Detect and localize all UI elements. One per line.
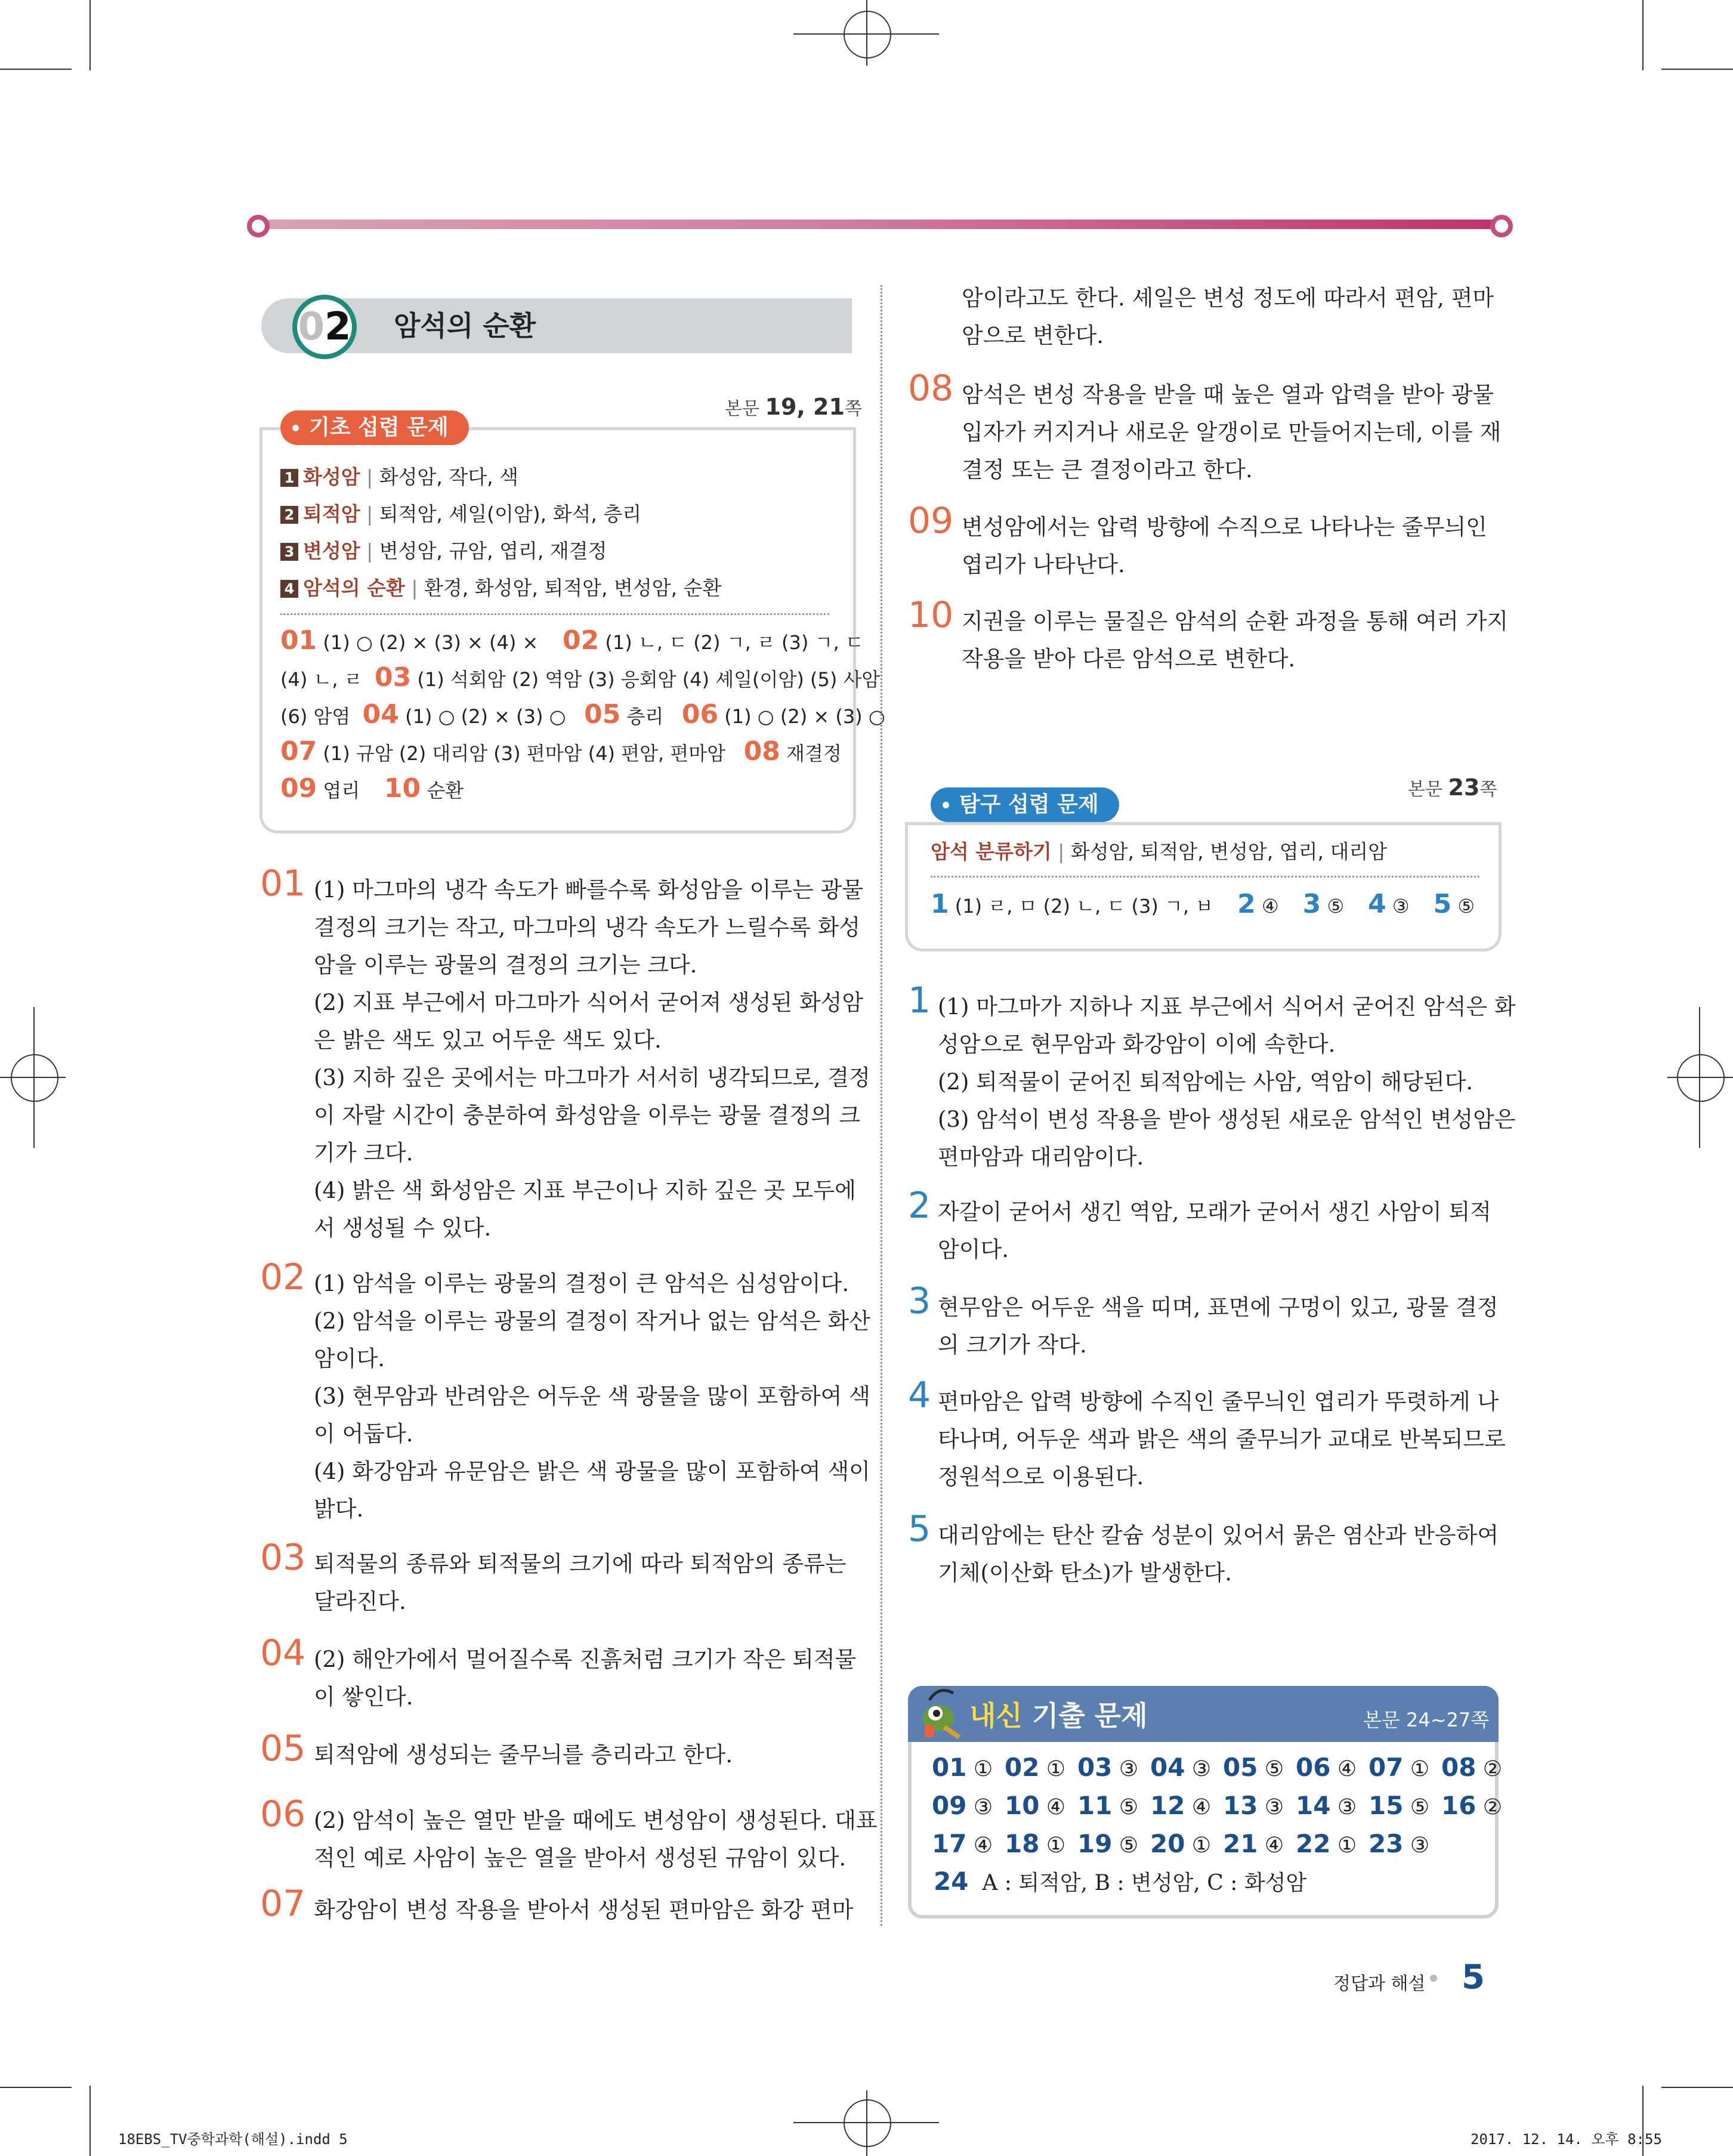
explanation-line: 암석은 변성 작용을 받을 때 높은 열과 압력을 받아 광물 (962, 382, 1494, 407)
explanation-line: 지권을 이루는 물질은 암석의 순환 과정을 통해 여러 가지 (962, 609, 1509, 634)
explanation-number: 10 (908, 594, 954, 636)
explanation-number: 09 (908, 500, 954, 542)
inquiry-answer: 4 ③ (1368, 889, 1410, 919)
explanation-line: 서 생성될 수 있다. (314, 1215, 492, 1241)
exam-answer: 05 ⑤ (1223, 1753, 1284, 1782)
exam-box-title: 내신 기출 문제 (969, 1700, 1148, 1732)
registration-mark (11, 1054, 58, 1102)
item-text: 변성암, 규암, 엽리, 재결정 (379, 539, 607, 563)
explanation-number: 3 (908, 1280, 931, 1322)
print-slug-date: 2017. 12. 14. 오후 8:55 (1471, 2131, 1662, 2148)
item-keyword: 화성암 (303, 465, 360, 489)
explanation-line: 암으로 변한다. (962, 323, 1104, 348)
explanation-line: 암이라고도 한다. 셰일은 변성 정도에 따라서 편암, 편마 (962, 285, 1494, 311)
crop-mark (89, 2086, 91, 2156)
exam-answer: 10 ④ (1005, 1791, 1066, 1820)
item-number-badge: 1 (280, 469, 298, 487)
exam-answer: 21 ④ (1223, 1829, 1284, 1858)
item-text: 환경, 화성암, 퇴적암, 변성암, 순환 (424, 576, 722, 600)
exam-answer: 11 ⑤ (1077, 1791, 1139, 1820)
exam-answer: 16 ② (1441, 1791, 1503, 1820)
registration-mark (866, 0, 867, 66)
basic-answer-line: (4) ㄴ, ㄹ 03 (1) 석회암 (2) 역암 (3) 응회암 (4) 셰일(이암) (5) 사암 (280, 662, 881, 693)
explanation-number: 07 (260, 1883, 306, 1925)
item-text: 퇴적암, 셰일(이암), 화석, 층리 (379, 502, 642, 526)
section-title: 암석의 순환 (394, 310, 536, 342)
registration-mark (844, 2099, 891, 2147)
explanation-line: 암이다. (938, 1237, 1009, 1262)
explanation-number: 01 (260, 863, 306, 904)
registration-mark (844, 11, 891, 58)
exam-answer: 01 ① (932, 1753, 993, 1782)
exam-answer: 09 ③ (932, 1791, 993, 1820)
explanation-line: 기체(이산화 탄소)가 발생한다. (938, 1560, 1232, 1586)
item-separator: | (366, 465, 373, 489)
item-number-badge: 2 (280, 506, 298, 524)
explanation-line: 달라진다. (314, 1589, 406, 1614)
inquiry-answer: 2 ④ (1237, 889, 1279, 919)
item-number-badge: 3 (280, 543, 298, 561)
explanation-line: (2) 암석이 높은 열만 받을 때에도 변성암이 생성된다. 대표 (314, 1808, 878, 1833)
explanation-line: (3) 암석이 변성 작용을 받아 생성된 새로운 암석인 변성암은 (938, 1107, 1516, 1132)
explanation-number: 02 (260, 1256, 306, 1298)
explanation-number: 1 (908, 980, 931, 1021)
item-keyword: 퇴적암 (303, 502, 360, 526)
inquiry-answer: 1 (1) ㄹ, ㅁ (2) ㄴ, ㄷ (3) ㄱ, ㅂ (931, 889, 1214, 919)
inquiry-answer: 5 ⑤ (1433, 889, 1475, 919)
explanation-line: 이 쌓인다. (314, 1684, 413, 1710)
explanation-line: 퇴적물의 종류와 퇴적물의 크기에 따라 퇴적암의 종류는 (314, 1551, 847, 1577)
explanation-number: 5 (908, 1508, 931, 1550)
crop-mark (1661, 2087, 1733, 2088)
explanation-line: 화강암이 변성 작용을 받아서 생성된 편마암은 화강 편마 (314, 1897, 854, 1923)
crop-mark (1642, 0, 1644, 70)
cricket-mascot-icon (912, 1682, 965, 1742)
inquiry-answers (931, 889, 1499, 919)
exam-answer: 23 ③ (1369, 1829, 1430, 1858)
crop-mark (89, 0, 91, 70)
exam-answer: 22 ① (1296, 1829, 1357, 1858)
inquiry-item: 암석 분류하기 | 화성암, 퇴적암, 변성암, 엽리, 대리암 (931, 840, 1388, 863)
basic-answer-line: (6) 암염 04 (1) ○ (2) × (3) ○ 05 층리 06 (1) ○ (2) × (3) ○ (280, 699, 885, 730)
exam-answer: 13 ③ (1223, 1791, 1284, 1820)
footer-label: 정답과 해설 (1333, 1973, 1426, 1994)
basic-answer-line: 09 엽리 10 순환 (280, 773, 464, 804)
explanation-line: 이 자랄 시간이 충분하여 화성암을 이루는 광물 결정의 크 (314, 1102, 861, 1128)
explanation-number: 04 (260, 1632, 306, 1674)
basic-box-label: 기초 섭렵 문제 (280, 410, 469, 445)
header-bar-knob (247, 215, 270, 237)
basic-answer-line: 01 (1) ○ (2) × (3) × (4) × 02 (1) ㄴ, ㄷ (2) ㄱ, ㄹ (3) ㄱ, ㄷ (280, 625, 864, 656)
exam-answer: 14 ③ (1296, 1791, 1357, 1820)
explanation-line: (2) 지표 부근에서 마그마가 식어서 굳어져 생성된 화성암 (314, 990, 864, 1015)
exam-answer: 03 ③ (1077, 1753, 1139, 1782)
divider (931, 876, 1479, 878)
inquiry-box-page-ref: 본문 23쪽 (1408, 774, 1497, 801)
exam-answer: 12 ④ (1150, 1791, 1212, 1820)
explanation-line: 대리암에는 탄산 칼슘 성분이 있어서 묽은 염산과 반응하여 (938, 1522, 1499, 1548)
explanation-line: 편마암은 압력 방향에 수직인 줄무늬인 엽리가 뚜렷하게 나 (938, 1389, 1499, 1414)
exam-answer-24: 24 A : 퇴적암, B : 변성암, C : 화성암 (934, 1867, 1307, 1896)
item-separator: | (366, 502, 373, 526)
explanation-line: 성암으로 현무암과 화강암이 이에 속한다. (938, 1031, 1336, 1057)
registration-mark (1667, 1077, 1733, 1078)
item-text: 화성암, 작다, 색 (379, 465, 518, 489)
explanation-line: (4) 밝은 색 화성암은 지표 부근이나 지하 깊은 곳 모두에 (314, 1178, 856, 1203)
exam-answer: 07 ① (1369, 1753, 1430, 1782)
section-number: 02 (292, 295, 357, 359)
crop-mark (1661, 69, 1733, 70)
exam-answer: 08 ② (1441, 1753, 1503, 1782)
header-bar-knob (1490, 215, 1513, 237)
explanation-number: 03 (260, 1537, 306, 1579)
explanation-line: 암을 이루는 광물의 결정의 크기는 크다. (314, 952, 697, 978)
explanation-line: 입자가 커지거나 새로운 알갱이로 만들어지는데, 이를 재 (962, 419, 1502, 445)
registration-mark (1699, 1007, 1700, 1148)
explanation-line: 편마암과 대리암이다. (938, 1144, 1144, 1170)
registration-mark (1677, 1054, 1725, 1102)
exam-answer: 04 ③ (1150, 1753, 1212, 1782)
crop-mark (0, 69, 72, 70)
explanation-line: (3) 지하 깊은 곳에서는 마그마가 서서히 냉각되므로, 결정 (314, 1065, 870, 1091)
item-keyword: 암석의 순환 (303, 576, 405, 600)
item-separator: | (366, 539, 373, 563)
item-separator: | (411, 576, 418, 600)
item-keyword: 변성암 (303, 539, 360, 563)
exam-answer: 17 ④ (932, 1829, 993, 1858)
page-number: 5 (1462, 1958, 1485, 1997)
registration-mark (0, 1077, 66, 1078)
explanation-number: 2 (908, 1185, 931, 1227)
explanation-number: 08 (908, 367, 954, 409)
item-number-badge: 4 (280, 580, 298, 598)
explanation-line: 적인 예로 사암이 높은 열을 받아서 생성된 규암이 있다. (314, 1845, 847, 1871)
exam-answer: 19 ⑤ (1077, 1829, 1139, 1858)
explanation-line: 퇴적암에 생성되는 줄무늬를 층리라고 한다. (314, 1742, 733, 1768)
exam-answer: 06 ④ (1296, 1753, 1357, 1782)
explanation-line: 기가 크다. (314, 1140, 413, 1166)
basic-item (280, 536, 607, 564)
explanation-line: 이 어둡다. (314, 1421, 413, 1447)
explanation-line: 자갈이 굳어서 생긴 역암, 모래가 굳어서 생긴 사암이 퇴적 (938, 1199, 1491, 1225)
explanation-number: 4 (908, 1374, 931, 1416)
print-slug-file: 18EBS_TV중학과학(해설).indd 5 (118, 2131, 348, 2148)
crop-mark (0, 2087, 72, 2088)
inquiry-answer: 3 ⑤ (1302, 889, 1345, 919)
exam-answer: 18 ① (1005, 1829, 1066, 1858)
basic-answer-line: 07 (1) 규암 (2) 대리암 (3) 편마암 (4) 편암, 편마암 08 재결정 (280, 736, 842, 767)
explanation-line: (1) 마그마가 지하나 지표 부근에서 식어서 굳어진 암석은 화 (938, 994, 1516, 1020)
exam-answer: 20 ① (1150, 1829, 1212, 1858)
basic-item (280, 499, 641, 527)
exam-answer: 02 ① (1005, 1753, 1066, 1782)
explanation-line: 은 밝은 색도 있고 어두운 색도 있다. (314, 1027, 662, 1053)
explanation-line: (2) 퇴적물이 굳어진 퇴적암에는 사암, 역암이 해당된다. (938, 1069, 1473, 1095)
inquiry-box-label: 탐구 섭렵 문제 (931, 787, 1119, 822)
exam-box-page-ref: 본문 24~27쪽 (1363, 1709, 1490, 1731)
explanation-line: 결정의 크기는 작고, 마그마의 냉각 속도가 느릴수록 화성 (314, 915, 861, 940)
explanation-line: 엽리가 나타난다. (962, 552, 1125, 577)
explanation-line: 결정 또는 큰 결정이라고 한다. (962, 457, 1253, 483)
explanation-line: 작용을 받아 다른 암석으로 변한다. (962, 646, 1296, 672)
explanation-line: (3) 현무암과 반려암은 어두운 색 광물을 많이 포함하여 색 (314, 1383, 870, 1409)
column-divider (881, 285, 882, 1926)
explanation-line: 변성암에서는 압력 방향에 수직으로 나타나는 줄무늬인 (962, 514, 1487, 540)
divider (280, 613, 829, 615)
explanation-line: (2) 암석을 이루는 광물의 결정이 작거나 없는 암석은 화산 (314, 1308, 870, 1334)
basic-box-page-ref: 본문 19, 21쪽 (725, 394, 862, 420)
explanation-line: (2) 해안가에서 멀어질수록 진흙처럼 크기가 작은 퇴적물 (314, 1647, 857, 1672)
explanation-line: 현무암은 어두운 색을 띠며, 표면에 구멍이 있고, 광물 결정 (938, 1295, 1499, 1320)
explanation-line: 의 크기가 작다. (938, 1332, 1087, 1358)
explanation-number: 05 (260, 1728, 306, 1769)
explanation-line: (4) 화강암과 유문암은 밝은 색 광물을 많이 포함하여 색이 (314, 1459, 870, 1484)
explanation-line: 정원석으로 이용된다. (938, 1464, 1144, 1490)
basic-item (280, 573, 721, 601)
exam-answer: 15 ⑤ (1369, 1791, 1430, 1820)
footer-dot (1430, 1975, 1437, 1982)
explanation-line: 밝다. (314, 1496, 364, 1522)
registration-mark (33, 1007, 35, 1148)
registration-mark (866, 2090, 867, 2156)
explanation-line: (1) 암석을 이루는 광물의 결정이 큰 암석은 심성암이다. (314, 1271, 849, 1296)
basic-item (280, 462, 518, 490)
explanation-line: 암이다. (314, 1346, 385, 1372)
explanation-number: 06 (260, 1793, 306, 1835)
header-bar (257, 220, 1505, 229)
explanation-line: 타나며, 어두운 색과 밝은 색의 줄무늬가 교대로 반복되므로 (938, 1426, 1506, 1452)
explanation-line: (1) 마그마의 냉각 속도가 빠를수록 화성암을 이루는 광물 (314, 877, 864, 903)
